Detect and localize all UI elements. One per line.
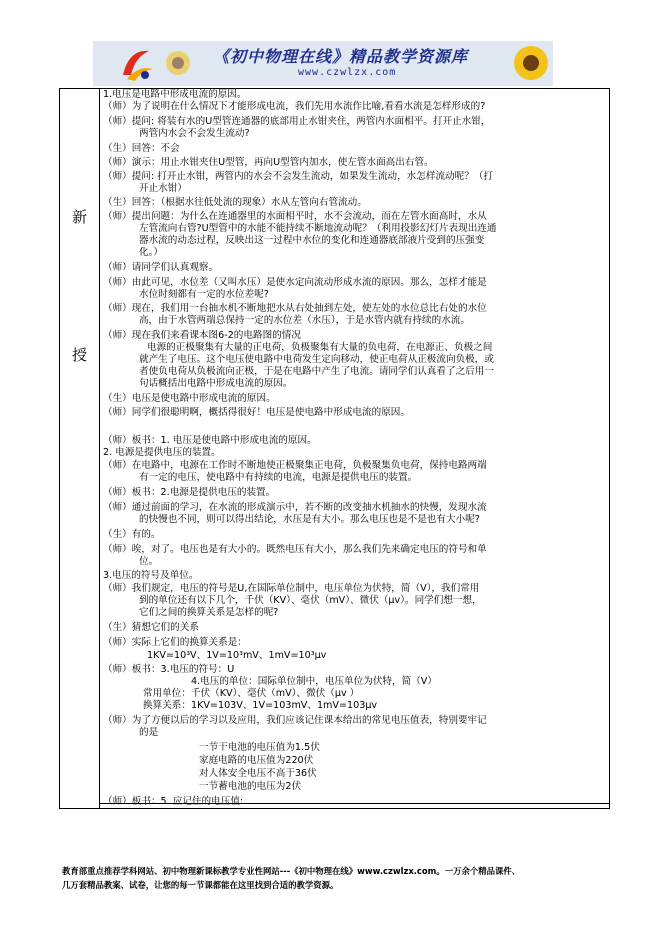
section-label-xin: 新: [72, 208, 88, 226]
text-line: （师）现在我们来看课本图6-2的电路图的情况: [103, 330, 301, 341]
text-line: 开止水钳）: [139, 183, 187, 194]
text-line: （师）实际上它们的换算关系是：: [103, 637, 247, 648]
text-line: （师）提出问题：为什么在连通器里的水面相平时，水不会流动，而在左管水面高时，水从: [103, 211, 487, 222]
text-line: 电源的正极聚集有大量的正电荷，负极聚集有大量的负电荷，在电源正、负极之间: [147, 342, 493, 353]
text-line: 到的单位还有以下几个，千伏（KV）、毫伏（mV）、微伏（μv）。同学们想一想，: [139, 595, 482, 606]
text-line: （师）板书：2.电源是提供电压的装置。: [103, 487, 276, 498]
section-label-shou: 授: [72, 346, 88, 364]
text-line: 常用单位：千伏（KV）、毫伏（mV）、微伏（μv ）: [143, 688, 360, 699]
text-line: （师）板书：1. 电压是使电路中形成电流的原因。: [103, 435, 317, 446]
text-line: 2. 电源是提供电压的装置。: [103, 447, 221, 458]
text-line: 1KV=10³V、1V=10³mV、1mV=10³μv: [147, 650, 327, 661]
text-line: 水位时刻都有一定的水位差呢?: [139, 289, 269, 300]
sunflower-icon: [511, 41, 551, 86]
text-line: 一节干电池的电压值为1.5伏: [199, 742, 320, 753]
text-line: （生）猜想它们的关系: [103, 622, 199, 633]
text-line: 的快慢也不同，则可以得出结论，水压是有大小。那么电压也是不是也有大小呢?: [139, 514, 480, 525]
text-line: 一节蓄电池的电压为2伏: [199, 781, 302, 792]
text-line: （师）通过前面的学习，在水流的形成演示中，若不断的改变抽水机抽水的快慢，发现水流: [103, 502, 487, 513]
text-line: 的是: [139, 727, 159, 738]
header-url: www.czwlzx.com: [298, 67, 397, 78]
footer-line-1: 教育部重点推荐学科网站、初中物理新课标教学专业性网站---《初中物理在线》www.czwlzx.com。一万余个精品课件、: [62, 866, 521, 876]
text-line: （师）板书：3.电压的符号：U: [103, 664, 235, 675]
text-line: （生）有的。: [103, 529, 161, 540]
text-line: （师）我们规定，电压的符号是U,在国际单位制中，电压单位为伏特，简（V），我们常用: [103, 583, 480, 594]
text-line: （师）请同学们认真观察。: [103, 262, 219, 273]
text-line: 换算关系：1KV=103V、1V=103mV、1mV=103μv: [143, 700, 378, 711]
text-line: （师）为了说明在什么情况下才能形成电流，我们先用水流作比喻,看看水流是怎样形成的?: [103, 101, 486, 112]
text-line: 它们之间的换算关系是怎样的呢?: [139, 607, 279, 618]
text-line: 位。: [139, 556, 159, 567]
page-footer: [62, 864, 622, 892]
text-line: （师）板书：5. 应记住的电压值:: [103, 796, 244, 807]
text-line: 左管流向右管?U型管中的水能不能持续不断地流动呢？（利用投影幻灯片表现出连通: [139, 223, 497, 234]
header-title: 《初中物理在线》精品教学资源库: [213, 47, 469, 66]
text-line: 者使负电荷从负极流向正极，于是在电路中产生了电流。请同学们认真看了之后用一: [139, 366, 494, 377]
text-line: 4.电压的单位：国际单位制中，电压单位为伏特，简（V）: [191, 676, 437, 687]
text-line: （师）在电路中，电源在工作时不断地使正极聚集正电荷，负极聚集负电荷，保持电路两端: [103, 460, 487, 471]
footer-line-2: 几万套精品教案、试卷，让您的每一节课都能在这里找到合适的教学资源。: [62, 880, 339, 890]
text-line: 3.电压的符号及单位。: [103, 570, 199, 581]
section-label-column: [59, 88, 100, 809]
text-line: （生）回答：（根据水往低处流的现象）水从左管向右管流动。: [103, 197, 367, 208]
text-line: 1.电压是电路中形成电流的原因。: [103, 89, 247, 100]
text-line: 有一定的电压，使电路中有持续的电流，电源是提供电压的装置。: [139, 472, 418, 483]
text-line: （师）由此可见，水位差（又叫水压）是使水定向流动形成水流的原因。那么，怎样才能是: [103, 277, 487, 288]
text-line: 句话概括出电路中形成电流的原因。: [139, 378, 293, 389]
text-line: （师）提问: 将装有水的U型管连通器的底部用止水钳夹住，两管内水面相平。打开止水钳，: [103, 116, 491, 127]
text-line: 两管内水会不会发生流动?: [139, 128, 250, 139]
text-line: 就产生了电压。这个电压使电路中电荷发生定向移动，使正电荷从正极流向负极，或: [139, 354, 494, 365]
header-banner: [93, 41, 553, 86]
text-line: （师）演示：用止水钳夹住U型管，再向U型管内加水，使左管水面高出右管。: [103, 157, 434, 168]
text-line: （师）现在，我们用一台抽水机不断地把水从右处抽到左处，使左处的水位总比右处的水位: [103, 303, 487, 314]
text-line: （师）唉，对了。电压也是有大小的。既然电压有大小，那么我们先来确定电压的符号和单: [103, 544, 487, 555]
text-line: 高，由于水管两端总保持一定的水位差（水压），于是水管内就有持续的水流。: [139, 315, 470, 326]
site-logo-icon: [119, 45, 155, 83]
text-line: （师）提问: 打开止水钳，两管内的水会不会发生流动，如果发生流动，水怎样流动呢？（打: [103, 171, 494, 182]
text-line: 对人体安全电压不高于36伏: [199, 768, 317, 779]
text-line: 家庭电路的电压值为220伏: [199, 755, 314, 766]
text-line: 化。）: [139, 247, 163, 258]
text-line: （师）同学们很聪明啊，概括得很好！电压是使电路中形成电流的原因。: [103, 407, 410, 418]
text-line: （师）为了方便以后的学习以及应用，我们应该记住课本给出的常见电压值表，特别要牢记: [103, 715, 487, 726]
text-line: （生）回答：不会: [103, 143, 180, 154]
text-line: 器水流的动态过程，反映出这一过程中水位的变化和连通器底部液片受到的压强变: [139, 235, 485, 246]
text-line: （生）电压是使电路中形成电流的原因。: [103, 393, 276, 404]
sunflower-decoration-icon: [163, 41, 193, 86]
